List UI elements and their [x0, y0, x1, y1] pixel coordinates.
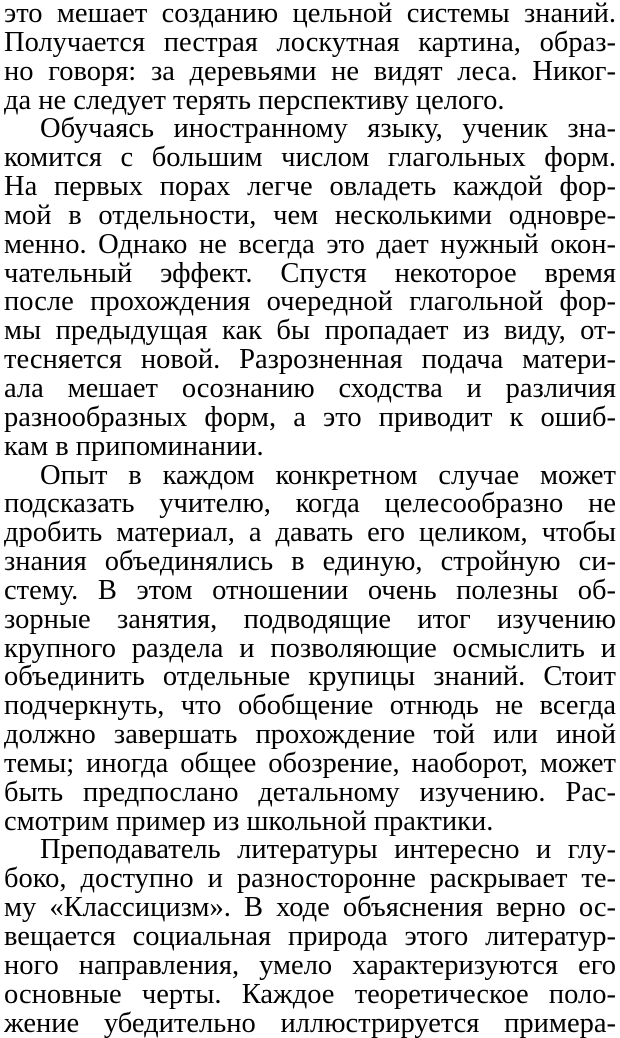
text-line: мой в отдельности, чем несколькими одновре- [4, 201, 616, 231]
text-line: му «Классицизм». В ходе объяснения верно ос- [4, 894, 616, 923]
text-line: подсказать учителю, когда целесообразно не [4, 490, 616, 520]
book-page [4, 0, 616, 1038]
paragraph-3 [4, 462, 616, 837]
text-line: темы; иногда общее обозрение, наоборот, может [4, 749, 616, 779]
text-line: должно завершать прохождение той или иной [4, 721, 616, 750]
text-line: разнообразных форм, а это приводит к ошиб- [4, 403, 616, 433]
text-line: тесняется новой. Разрозненная подача матери- [4, 346, 616, 375]
text-line: Получается пестрая лоскутная картина, образ- [4, 28, 616, 58]
text-line: после прохождения очередной глагольной фор- [4, 288, 616, 318]
text-line: крупного раздела и позволяющие осмыслить и [4, 634, 616, 664]
text-line: ного направления, умело характеризуются его [4, 951, 616, 981]
text-line: комится с большим числом глагольных форм. [4, 144, 616, 174]
text-line: жение убедительно иллюстрируется примера- [4, 1009, 616, 1038]
text-line: подчеркнуть, что обобщение отнюдь не всегда [4, 692, 616, 722]
text-line: вещается социальная природа этого литератур- [4, 923, 616, 952]
text-line: смотрим пример из школьной практики. [4, 807, 494, 837]
text-line: Преподаватель литературы интересно и глу- [40, 836, 616, 866]
paragraph-1 [4, 0, 616, 115]
paragraph-4 [4, 836, 616, 1038]
text-line: мы предыдущая как бы пропадает из виду, от- [4, 317, 616, 347]
text-line: кам в припоминании. [4, 432, 264, 462]
text-line: Опыт в каждом конкретном случае может [40, 461, 616, 491]
text-line: менно. Однако не всегда это дает нужный окон- [4, 230, 616, 260]
text-line: но говоря: за деревьями не видят леса. Никог- [4, 57, 616, 87]
text-line: дробить материал, а давать его целиком, чтобы [4, 519, 616, 549]
text-line: ала мешает осознанию сходства и различия [4, 374, 616, 404]
text-line: На первых порах легче овладеть каждой фор- [4, 173, 616, 202]
text-line: Обучаясь иностранному языку, ученик зна- [40, 115, 616, 145]
text-line: быть предпослано детальному изучению. Рас- [4, 778, 616, 808]
text-line: основные черты. Каждое теоретическое поло- [4, 980, 616, 1010]
text-line: стему. В этом отношении очень полезны об- [4, 576, 616, 606]
paragraph-2 [4, 115, 616, 461]
text-line: это мешает созданию цельной системы знаний. [4, 0, 616, 29]
text-line: объединить отдельные крупицы знаний. Стоит [4, 663, 616, 693]
text-line: зорные занятия, подводящие итог изучению [4, 605, 616, 635]
text-line: да не следует терять перспективу целого. [4, 86, 505, 116]
text-line: чательный эффект. Спустя некоторое время [4, 259, 616, 289]
text-line: боко, доступно и разносторонне раскрывает те- [4, 865, 616, 895]
text-line: знания объединялись в единую, стройную си- [4, 548, 616, 577]
